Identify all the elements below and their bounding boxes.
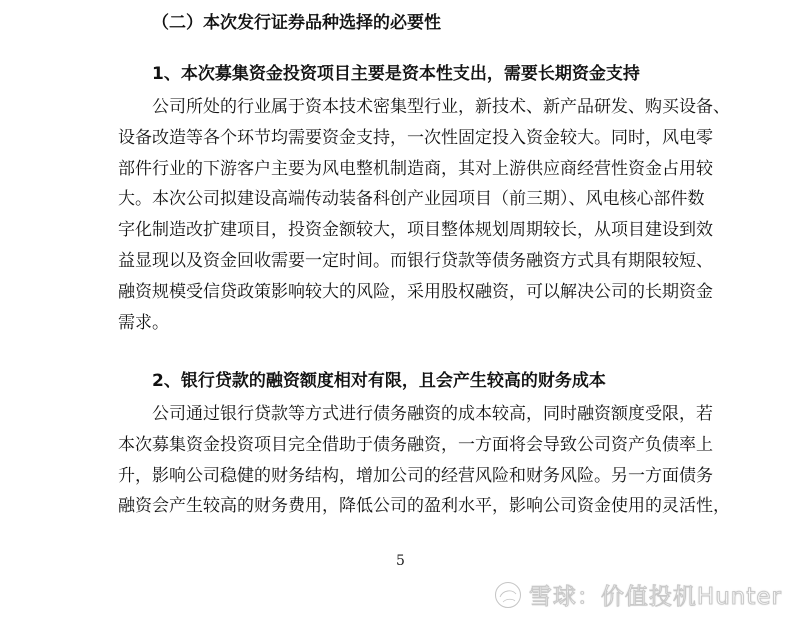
paragraph-line: 需求。 [118, 312, 169, 333]
paragraph-line: 升，影响公司稳健的财务结构，增加公司的经营风险和财务风险。另一方面债务 [118, 465, 713, 486]
paragraph-line: 设备改造等各个环节均需要资金支持，一次性固定投入资金较大。同时，风电零 [118, 127, 713, 148]
paragraph-line: 部件行业的下游客户主要为风电整机制造商，其对上游供应商经营性资金占用较 [118, 158, 713, 179]
paragraph-line: 本次募集资金投资项目完全借助于债务融资，一方面将会导致公司资产负债率上 [118, 434, 713, 455]
subsection-2-heading: 2、银行贷款的融资额度相对有限，且会产生较高的财务成本 [152, 371, 606, 391]
paragraph-line: 公司通过银行贷款等方式进行债务融资的成本较高，同时融资额度受限，若 [152, 404, 713, 424]
watermark-text: 雪球：价值投机Hunter [528, 584, 782, 610]
paragraph-line: 融资规模受信贷政策影响较大的风险，采用股权融资，可以解决公司的长期资金 [118, 281, 713, 302]
paragraph-line: 益显现以及资金回收需要一定时间。而银行贷款等债务融资方式具有期限较短、 [118, 250, 713, 271]
subsection-2-paragraph [118, 399, 730, 522]
section-heading: （二）本次发行证券品种选择的必要性 [152, 13, 441, 33]
watermark [493, 578, 782, 611]
page-number: 5 [396, 553, 405, 569]
paragraph-line: 字化制造改扩建项目，投资金额较大，项目整体规划周期较长，从项目建设到效 [118, 220, 713, 241]
paragraph-line: 融资会产生较高的财务费用，降低公司的盈利水平，影响公司资金使用的灵活性， [118, 496, 730, 517]
subsection-1-heading: 1、本次募集资金投资项目主要是资本性支出，需要长期资金支持 [152, 64, 640, 84]
paragraph-line: 大。本次公司拟建设高端传动装备科创产业园项目（前三期）、风电核心部件数 [118, 189, 705, 210]
snowball-logo-icon [493, 580, 523, 610]
subsection-1-paragraph [118, 92, 730, 338]
paragraph-line: 公司所处的行业属于资本技术密集型行业，新技术、新产品研发、购买设备、 [152, 97, 730, 117]
